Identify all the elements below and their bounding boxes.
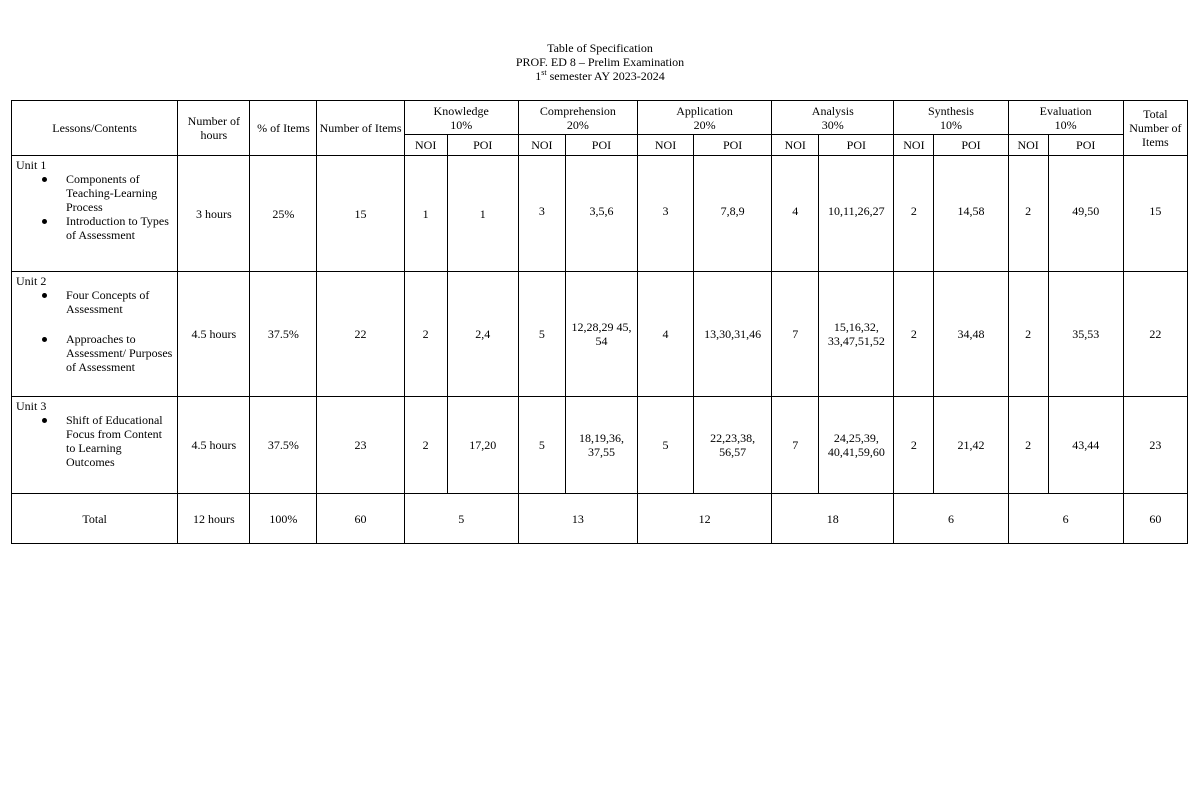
unit-label: Unit 2: [16, 274, 47, 288]
header-noi: NOI: [1008, 135, 1048, 156]
total-knowledge: 5: [404, 494, 518, 544]
header-poi: POI: [694, 135, 772, 156]
knowledge-noi: 2: [404, 272, 447, 397]
total-items: 60: [317, 494, 404, 544]
application-poi: 13,30,31,46: [694, 272, 772, 397]
application-noi: 3: [638, 156, 694, 272]
comprehension-poi: 12,28,29 45, 54: [565, 272, 637, 397]
evaluation-poi: 43,44: [1048, 397, 1123, 494]
header-hours: Number of hours: [178, 101, 250, 156]
hours-cell: 4.5 hours: [178, 272, 250, 397]
analysis-poi: 10,11,26,27: [819, 156, 894, 272]
application-poi: 22,23,38, 56,57: [694, 397, 772, 494]
topic-item: Shift of Educational Focus from Content to Learning Outcomes: [66, 413, 173, 469]
application-noi: 5: [638, 397, 694, 494]
document-title: [0, 41, 1200, 83]
total-cell: 22: [1123, 272, 1187, 397]
synthesis-noi: 2: [894, 272, 934, 397]
header-poi: POI: [447, 135, 518, 156]
analysis-noi: 7: [772, 272, 819, 397]
level-name: Evaluation: [1039, 103, 1092, 118]
analysis-poi: 15,16,32, 33,47,51,52: [819, 272, 894, 397]
header-comprehension: [518, 101, 637, 135]
knowledge-poi: 1: [447, 156, 518, 272]
comprehension-noi: 3: [518, 156, 565, 272]
header-noi: NOI: [638, 135, 694, 156]
application-poi: 7,8,9: [694, 156, 772, 272]
comprehension-noi: 5: [518, 397, 565, 494]
synthesis-poi: 21,42: [934, 397, 1008, 494]
total-number-items: 60: [1123, 494, 1187, 544]
lesson-cell: [12, 156, 178, 272]
header-poi: POI: [934, 135, 1008, 156]
comprehension-poi: 3,5,6: [565, 156, 637, 272]
header-evaluation: [1008, 101, 1123, 135]
header-poi: POI: [819, 135, 894, 156]
knowledge-poi: 2,4: [447, 272, 518, 397]
title-line-1: Table of Specification: [547, 41, 653, 55]
knowledge-noi: 2: [404, 397, 447, 494]
pct-cell: 25%: [250, 156, 317, 272]
topic-list: [16, 413, 173, 469]
level-pct: 10%: [1054, 117, 1077, 132]
unit-label: Unit 1: [16, 158, 47, 172]
items-cell: 22: [317, 272, 404, 397]
topic-list: [16, 172, 173, 242]
items-cell: 23: [317, 397, 404, 494]
evaluation-noi: 2: [1008, 272, 1048, 397]
table-row-unit-3: [12, 397, 1188, 494]
title-line-2: PROF. ED 8 – Prelim Examination: [515, 55, 685, 69]
header-number-items: Number of Items: [317, 101, 404, 156]
level-name: Comprehension: [539, 103, 616, 118]
level-name: Application: [676, 103, 733, 118]
topic-item: Introduction to Types of Assessment: [66, 214, 173, 242]
table-row-unit-1: [12, 156, 1188, 272]
evaluation-poi: 35,53: [1048, 272, 1123, 397]
header-poi: POI: [1048, 135, 1123, 156]
total-pct: 100%: [250, 494, 317, 544]
evaluation-poi: 49,50: [1048, 156, 1123, 272]
table-row-unit-2: [12, 272, 1188, 397]
level-name: Analysis: [811, 103, 854, 118]
topic-list: [16, 288, 173, 374]
header-poi: POI: [565, 135, 637, 156]
hours-cell: 4.5 hours: [178, 397, 250, 494]
total-synthesis: 6: [894, 494, 1008, 544]
unit-label: Unit 3: [16, 399, 47, 413]
level-pct: 10%: [939, 117, 962, 132]
pct-cell: 37.5%: [250, 397, 317, 494]
total-comprehension: 13: [518, 494, 637, 544]
evaluation-noi: 2: [1008, 397, 1048, 494]
topic-item: Approaches to Assessment/ Purposes of Assessment: [66, 332, 173, 374]
header-pct-items: % of Items: [250, 101, 317, 156]
header-knowledge: [404, 101, 518, 135]
header-total-items: Total Number of Items: [1123, 101, 1187, 156]
total-label: Total: [12, 494, 178, 544]
total-evaluation: 6: [1008, 494, 1123, 544]
knowledge-noi: 1: [404, 156, 447, 272]
level-pct: 30%: [821, 117, 844, 132]
lesson-cell: [12, 272, 178, 397]
header-noi: NOI: [772, 135, 819, 156]
header-noi: NOI: [404, 135, 447, 156]
analysis-noi: 4: [772, 156, 819, 272]
level-pct: 20%: [693, 117, 716, 132]
evaluation-noi: 2: [1008, 156, 1048, 272]
synthesis-noi: 2: [894, 397, 934, 494]
synthesis-poi: 34,48: [934, 272, 1008, 397]
topic-item: Four Concepts of Assessment: [66, 288, 173, 316]
specification-table: [11, 100, 1188, 544]
knowledge-poi: 17,20: [447, 397, 518, 494]
level-name: Synthesis: [927, 103, 974, 118]
header-noi: NOI: [894, 135, 934, 156]
topic-item: Components of Teaching-Learning Process: [66, 172, 173, 214]
title-semester-text: semester AY 2023-2024: [546, 69, 665, 83]
level-name: Knowledge: [433, 103, 489, 118]
pct-cell: 37.5%: [250, 272, 317, 397]
total-cell: 23: [1123, 397, 1187, 494]
synthesis-poi: 14,58: [934, 156, 1008, 272]
hours-cell: 3 hours: [178, 156, 250, 272]
total-hours: 12 hours: [178, 494, 250, 544]
level-pct: 20%: [566, 117, 589, 132]
total-analysis: 18: [772, 494, 894, 544]
analysis-noi: 7: [772, 397, 819, 494]
comprehension-noi: 5: [518, 272, 565, 397]
header-analysis: [772, 101, 894, 135]
level-pct: 10%: [450, 117, 473, 132]
header-synthesis: [894, 101, 1008, 135]
header-lessons: Lessons/Contents: [12, 101, 178, 156]
total-cell: 15: [1123, 156, 1187, 272]
title-ordinal-suffix: st: [541, 68, 547, 77]
application-noi: 4: [638, 272, 694, 397]
header-application: [638, 101, 772, 135]
comprehension-poi: 18,19,36, 37,55: [565, 397, 637, 494]
lesson-cell: [12, 397, 178, 494]
header-noi: NOI: [518, 135, 565, 156]
items-cell: 15: [317, 156, 404, 272]
synthesis-noi: 2: [894, 156, 934, 272]
title-semester-number: 1: [535, 69, 542, 83]
total-application: 12: [638, 494, 772, 544]
table-row-total: [12, 494, 1188, 544]
title-line-3: [0, 69, 1200, 83]
analysis-poi: 24,25,39, 40,41,59,60: [819, 397, 894, 494]
